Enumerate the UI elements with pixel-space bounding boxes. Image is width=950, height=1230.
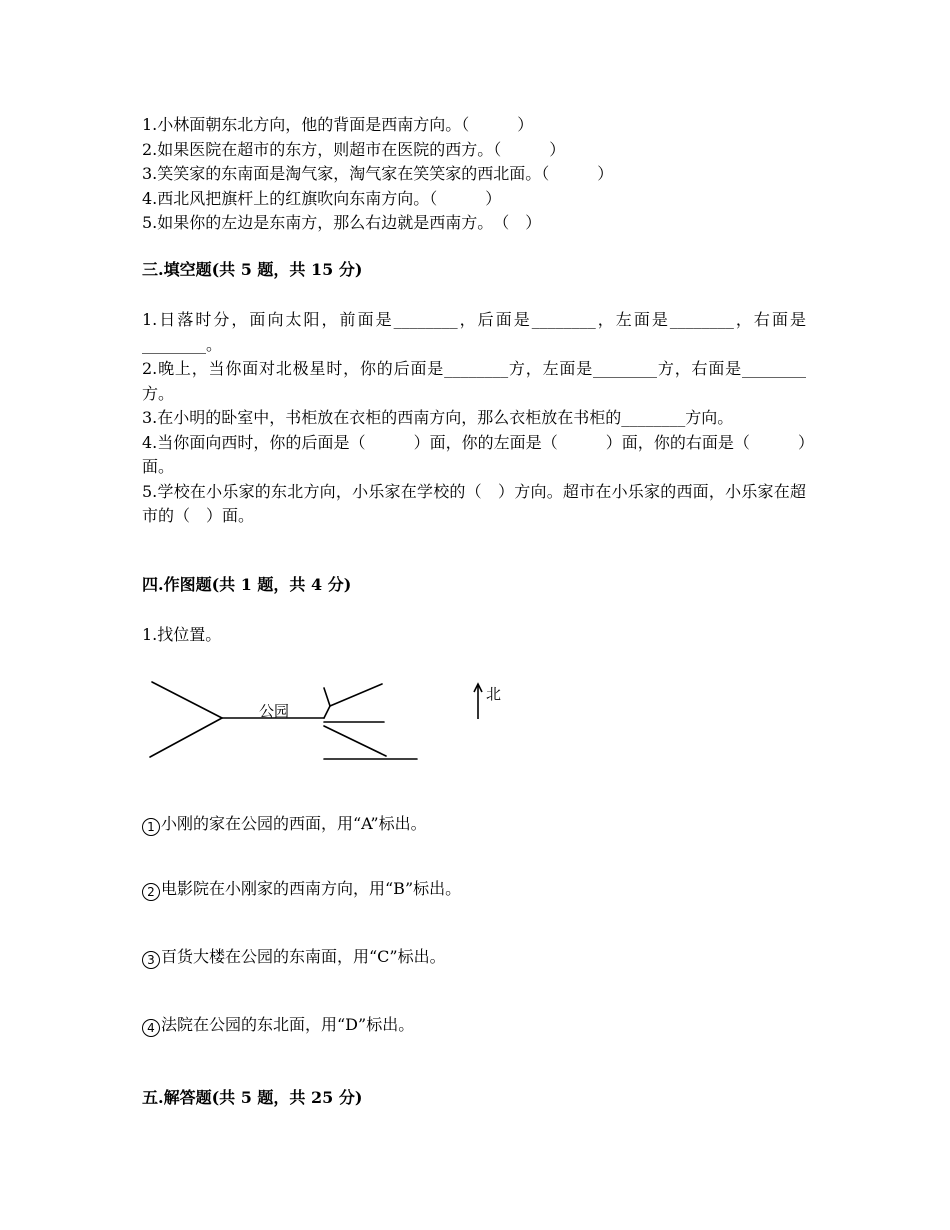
fill-item-5: 5.学校在小乐家的东北方向，小乐家在学校的（ ）方向。超市在小乐家的西面，小乐家在超市的（ ）面。 (142, 481, 806, 525)
task-3-text: 百货大楼在公园的东南面，用“C”标出。 (161, 947, 446, 966)
fill-blank-list (142, 308, 810, 529)
fill-item-1: 1.日落时分，面向太阳，前面是________，后面是________，左面是________，右面是________。 (142, 310, 806, 354)
fill-item-4: 4.当你面向西时，你的后面是（ ）面，你的左面是（ ）面，你的右面是（ ）面。 (142, 432, 806, 476)
task-1 (142, 812, 427, 836)
task-2 (142, 877, 461, 901)
road-lower-branch (324, 726, 386, 756)
fill-item-3: 3.在小明的卧室中，书柜放在衣柜的西南方向，那么衣柜放在书柜的________方向。 (142, 408, 734, 427)
section-5-title: 五.解答题(共 5 题，共 25 分) (142, 1088, 363, 1107)
street-map (142, 672, 522, 772)
task-2-text: 电影院在小刚家的西南方向，用“B”标出。 (161, 879, 462, 898)
tf-item-2: 2.如果医院在超市的东方，则超市在医院的西方。（ ） (142, 139, 566, 159)
north-label: 北 (486, 685, 502, 703)
fill-item-2: 2.晚上，当你面对北极星时，你的后面是________方，左面是________方，右面是________方。 (142, 359, 806, 403)
task-1-text: 小刚的家在公园的西面，用“A”标出。 (161, 814, 427, 833)
task-4-text: 法院在公园的东北面，用“D”标出。 (161, 1015, 415, 1034)
road-junction (324, 706, 330, 718)
task-4 (142, 1013, 414, 1037)
park-label: 公园 (259, 702, 290, 720)
section-4-title: 四.作图题(共 1 题，共 4 分) (142, 575, 352, 594)
road-upper-branch (330, 684, 382, 706)
road-small-spur (324, 688, 330, 706)
tf-item-1: 1.小林面朝东北方向，他的背面是西南方向。（ ） (142, 115, 534, 134)
draw-question: 1.找位置。 (142, 625, 222, 644)
road-lower-left (150, 718, 222, 757)
tf-item-5: 5.如果你的左边是东南方，那么右边就是西南方。 （ ） (142, 213, 542, 232)
road-upper-left (152, 682, 222, 718)
tf-item-3: 3.笑笑家的东南面是淘气家，淘气家在笑笑家的西北面。（ ） (142, 164, 614, 183)
task-3 (142, 945, 446, 969)
circled-number-3: 3 (142, 951, 160, 969)
section-3-title: 三.填空题(共 5 题，共 15 分) (142, 260, 363, 279)
circled-number-1: 1 (142, 818, 160, 836)
tf-item-4: 4.西北风把旗杆上的红旗吹向东南方向。（ ） (142, 188, 502, 208)
circled-number-2: 2 (142, 883, 160, 901)
circled-number-4: 4 (142, 1019, 160, 1037)
true-false-list (142, 113, 810, 236)
north-arrow-icon (474, 684, 482, 719)
